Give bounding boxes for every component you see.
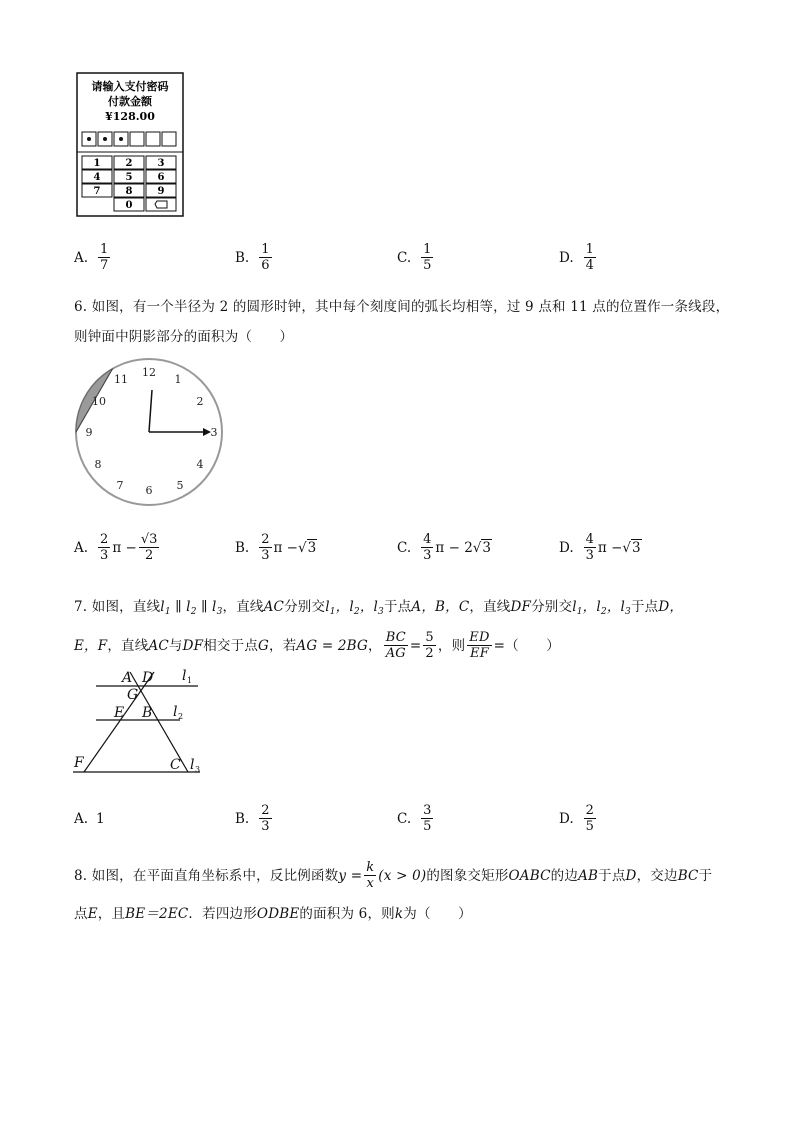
numerator: 2 — [261, 803, 270, 818]
math-expr: BE＝2EC — [125, 906, 189, 922]
text: ，交边 — [636, 867, 678, 884]
math-var: E — [87, 906, 98, 922]
q5-option-d[interactable] — [559, 242, 598, 273]
clock-number-4: 4 — [196, 458, 204, 471]
math-var: DF — [510, 599, 532, 615]
label-B: B — [142, 705, 153, 721]
text: 于点 — [383, 599, 412, 615]
clock-number-7: 7 — [116, 479, 124, 492]
key-1: 1 — [93, 158, 101, 169]
q6-option-b[interactable]: B. $\frac{2}{3}$ π − √3 — [235, 532, 317, 563]
key-0: 0 — [125, 200, 133, 211]
text: ，直线 — [222, 599, 264, 615]
q6-option-c[interactable]: C. $\frac{4}{3}$ π − 2 √3 — [397, 532, 491, 563]
text: 于点 — [630, 599, 659, 615]
text: 的边 — [550, 867, 579, 884]
label-l1-sub: 1 — [187, 676, 193, 685]
denominator: 5 — [423, 258, 432, 273]
key-7: 7 — [93, 186, 101, 197]
clock-number-6: 6 — [145, 484, 153, 497]
math-var: ODBE — [256, 906, 300, 922]
clock-number-8: 8 — [94, 458, 102, 471]
q7-option-b[interactable] — [235, 803, 274, 834]
q5-option-b[interactable] — [235, 242, 274, 273]
q6-option-d[interactable]: D. $\frac{4}{3}$ π − √3 — [559, 532, 641, 563]
option-tail: π − — [112, 539, 137, 556]
q7-stem-line2: E，F ，直线 AC 与 DF 相交于点 G ，若 AG = 2BG ， $\frac{BC}{AG}$ = $\frac{5}{2}$ ，则 $\frac{ED}{EF}$ = （ ） — [74, 630, 560, 661]
clock-number-11: 11 — [114, 373, 128, 386]
numerator: 2 — [261, 532, 270, 547]
denominator: 3 — [423, 548, 432, 563]
denominator: 3 — [585, 548, 594, 563]
keypad-amount-label: 付款金额 — [108, 95, 152, 108]
label-C: C — [170, 757, 181, 773]
numerator: BC — [385, 630, 406, 645]
text: ，则 — [437, 637, 466, 654]
label-l1: l — [182, 668, 187, 684]
math-var: D — [625, 867, 637, 884]
key-9: 9 — [157, 186, 165, 197]
math-var: DF — [182, 637, 204, 654]
label-A: A — [122, 670, 133, 686]
option-value: 1 — [96, 811, 105, 827]
radicand: 3 — [632, 539, 641, 556]
denominator: x — [366, 876, 375, 891]
q6-stem-line1: 6. 如图，有一个半径为 2 的圆形时钟，其中每个刻度间的弧长均相等，过 9 点和 11 点的位置作一条线段， — [74, 299, 730, 315]
q8-stem-line1: 8. 如图，在平面直角坐标系中，反比例函数 y = $\frac{k}{x}$ (x > 0) 的图象交矩形 OABC 的边 AB 于点 D ，交边 BC 于 — [74, 860, 713, 891]
numerator: 1 — [585, 242, 594, 257]
label-l3: l — [190, 757, 195, 773]
key-8: 8 — [125, 186, 133, 197]
text: 的图象交矩形 — [426, 867, 509, 884]
clock-figure — [74, 356, 228, 510]
label-G: G — [127, 687, 139, 703]
math-var: G — [258, 637, 270, 654]
denominator: 2 — [425, 646, 434, 661]
math-var: AC — [148, 637, 169, 654]
label-E: E — [114, 705, 125, 721]
text: 点 — [74, 906, 88, 922]
key-6: 6 — [157, 172, 165, 183]
clock-number-10: 10 — [92, 395, 106, 408]
option-label: A. — [74, 249, 89, 266]
line-DF — [84, 672, 154, 772]
q7-option-d[interactable] — [559, 803, 598, 834]
label-l2: l — [173, 704, 178, 720]
option-label: A. — [74, 811, 89, 827]
denominator: 3 — [100, 548, 109, 563]
text: ，直线 — [107, 637, 149, 654]
text: 分别交 — [284, 599, 326, 615]
q6-stem-line2: 则钟面中阴影部分的面积为（ ） — [74, 329, 294, 345]
numerator: 1 — [261, 242, 270, 257]
payment-keypad-figure — [76, 72, 184, 217]
label-l2-sub: 2 — [178, 712, 184, 721]
q7-option-c[interactable] — [397, 803, 435, 834]
math-var: OABC — [508, 867, 551, 884]
text: ，直线 — [469, 599, 511, 615]
denominator: 5 — [585, 819, 594, 834]
denominator: 5 — [423, 819, 432, 834]
keypad-title: 请输入支付密码 — [91, 80, 169, 93]
numerator: 5 — [425, 630, 434, 645]
text: 为（ ） — [403, 906, 472, 922]
key-2: 2 — [125, 158, 133, 169]
text: 相交于点 — [203, 637, 259, 654]
q5-option-c[interactable] — [397, 242, 435, 273]
key-4: 4 — [93, 172, 101, 183]
math-var: BC — [677, 867, 699, 884]
math-var: AC — [263, 599, 285, 615]
numerator: 2 — [100, 532, 109, 547]
option-label: C. — [397, 249, 412, 266]
math-var: AB — [578, 867, 599, 884]
denominator: 6 — [261, 258, 270, 273]
option-label: C. — [397, 539, 412, 556]
numerator: 1 — [423, 242, 432, 257]
option-label: B. — [235, 249, 250, 266]
option-tail: π − — [597, 539, 623, 556]
numerator: √3 — [140, 532, 158, 547]
label-D: D — [142, 670, 154, 686]
option-label: D. — [559, 539, 574, 556]
option-tail: π − — [273, 539, 298, 556]
text: 分别交 — [531, 599, 573, 615]
clock-number-12: 12 — [142, 366, 156, 379]
numerator: 1 — [100, 242, 109, 257]
denominator: EF — [470, 646, 489, 661]
text: （ ） — [505, 637, 560, 654]
keypad-amount: ¥128.00 — [105, 110, 155, 123]
denominator: 3 — [261, 548, 270, 563]
q7-option-a[interactable] — [74, 811, 105, 827]
numerator: ED — [469, 630, 490, 645]
text: ，若 — [269, 637, 297, 654]
text: 于 — [698, 867, 713, 884]
clock-number-1: 1 — [174, 373, 182, 386]
option-label: D. — [559, 249, 574, 266]
numerator: 4 — [423, 532, 432, 547]
parallel-lines-figure — [70, 666, 210, 778]
numerator: 3 — [423, 803, 432, 818]
numerator: 2 — [585, 803, 594, 818]
radicand: 3 — [307, 539, 317, 556]
option-label: D. — [559, 810, 574, 827]
text: 的面积为 6，则 — [299, 906, 395, 922]
numerator: 4 — [585, 532, 594, 547]
clock-number-3: 3 — [210, 426, 218, 439]
key-3: 3 — [157, 158, 165, 169]
clock-number-2: 2 — [196, 395, 204, 408]
text: 8. 如图，在平面直角坐标系中，反比例函数 — [74, 867, 339, 884]
clock-number-5: 5 — [176, 479, 184, 492]
math-var: k — [394, 906, 404, 922]
denominator: 2 — [144, 548, 154, 563]
text: ．若四边形 — [188, 906, 257, 922]
text: ，且 — [97, 906, 126, 922]
radicand: 3 — [482, 539, 491, 556]
q7-stem-line1: 7. 如图，直线$l_1$ ∥ $l_2$ ∥ $l_3$，直线AC分别交$l_1$，$l_2$，$l_3$于点A，B，C，直线DF分别交$l_1$，$l_2$，$l_3$于点D， — [74, 599, 684, 617]
text: 7. 如图，直线 — [74, 599, 161, 615]
q8-stem-line2 — [74, 903, 734, 925]
q6-option-a[interactable] — [74, 532, 161, 563]
numerator: k — [366, 860, 375, 875]
math-expr: (x > 0) — [378, 867, 427, 884]
denominator: AG — [385, 646, 406, 661]
text: 与 — [168, 637, 183, 654]
label-F: F — [74, 755, 84, 771]
option-tail: π − 2 — [435, 539, 473, 556]
clock-number-9: 9 — [85, 426, 93, 439]
math-expr: AG = 2BG — [296, 637, 368, 654]
denominator: 7 — [100, 258, 109, 273]
option-label: B. — [235, 539, 250, 556]
option-label: C. — [397, 810, 412, 827]
q5-option-a[interactable] — [74, 242, 112, 273]
denominator: 4 — [585, 258, 594, 273]
option-label: B. — [235, 810, 250, 827]
key-5: 5 — [125, 172, 133, 183]
denominator: 3 — [261, 819, 270, 834]
label-l3-sub: 3 — [195, 765, 201, 774]
option-label: A. — [74, 539, 89, 556]
text: 于点 — [598, 867, 626, 884]
